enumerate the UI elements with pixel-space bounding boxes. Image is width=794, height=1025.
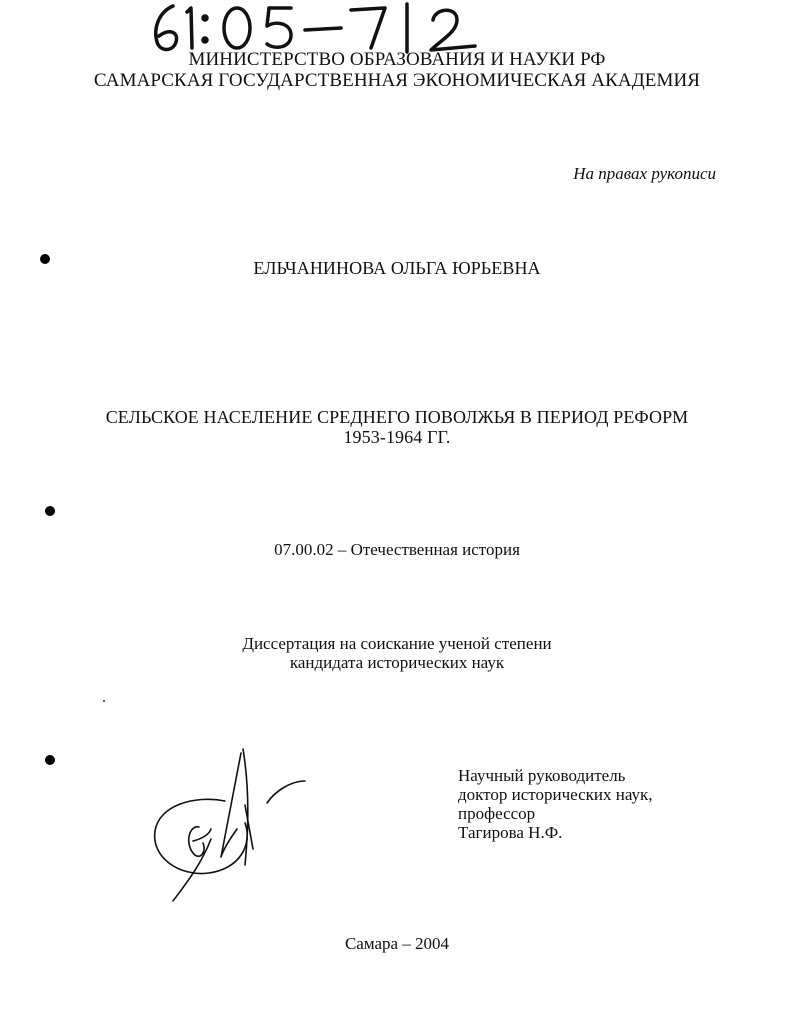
dissertation-title-years: 1953-1964 ГГ.	[343, 427, 451, 447]
supervisor-degree: доктор исторических наук,	[458, 785, 653, 804]
manuscript-note: На правах рукописи	[573, 164, 716, 183]
degree-statement-line2: кандидата исторических наук	[289, 653, 505, 672]
degree-statement: Диссертация на соискание ученой степени	[242, 634, 552, 653]
binding-hole-mark	[45, 506, 55, 516]
ministry-name: МИНИСТЕРСТВО ОБРАЗОВАНИЯ И НАУКИ РФ	[188, 49, 606, 70]
academy-name: САМАРСКАЯ ГОСУДАРСТВЕННАЯ ЭКОНОМИЧЕСКАЯ АКАДЕМИЯ	[93, 70, 701, 91]
signature	[145, 745, 315, 905]
supervisor-block	[458, 766, 653, 842]
supervisor-role: Научный руководитель	[458, 766, 626, 785]
specialty-code: 07.00.02 – Отечественная история	[274, 540, 520, 559]
binding-hole-mark	[45, 755, 55, 765]
supervisor-rank: профессор	[458, 804, 536, 823]
scan-speck	[103, 700, 105, 702]
supervisor-name: Тагирова Н.Ф.	[458, 823, 563, 842]
author-name: ЕЛЬЧАНИНОВА ОЛЬГА ЮРЬЕВНА	[253, 258, 541, 278]
place-and-year: Самара – 2004	[344, 934, 450, 953]
dissertation-title: СЕЛЬСКОЕ НАСЕЛЕНИЕ СРЕДНЕГО ПОВОЛЖЬЯ В ПЕРИОД РЕФОРМ	[105, 407, 689, 427]
